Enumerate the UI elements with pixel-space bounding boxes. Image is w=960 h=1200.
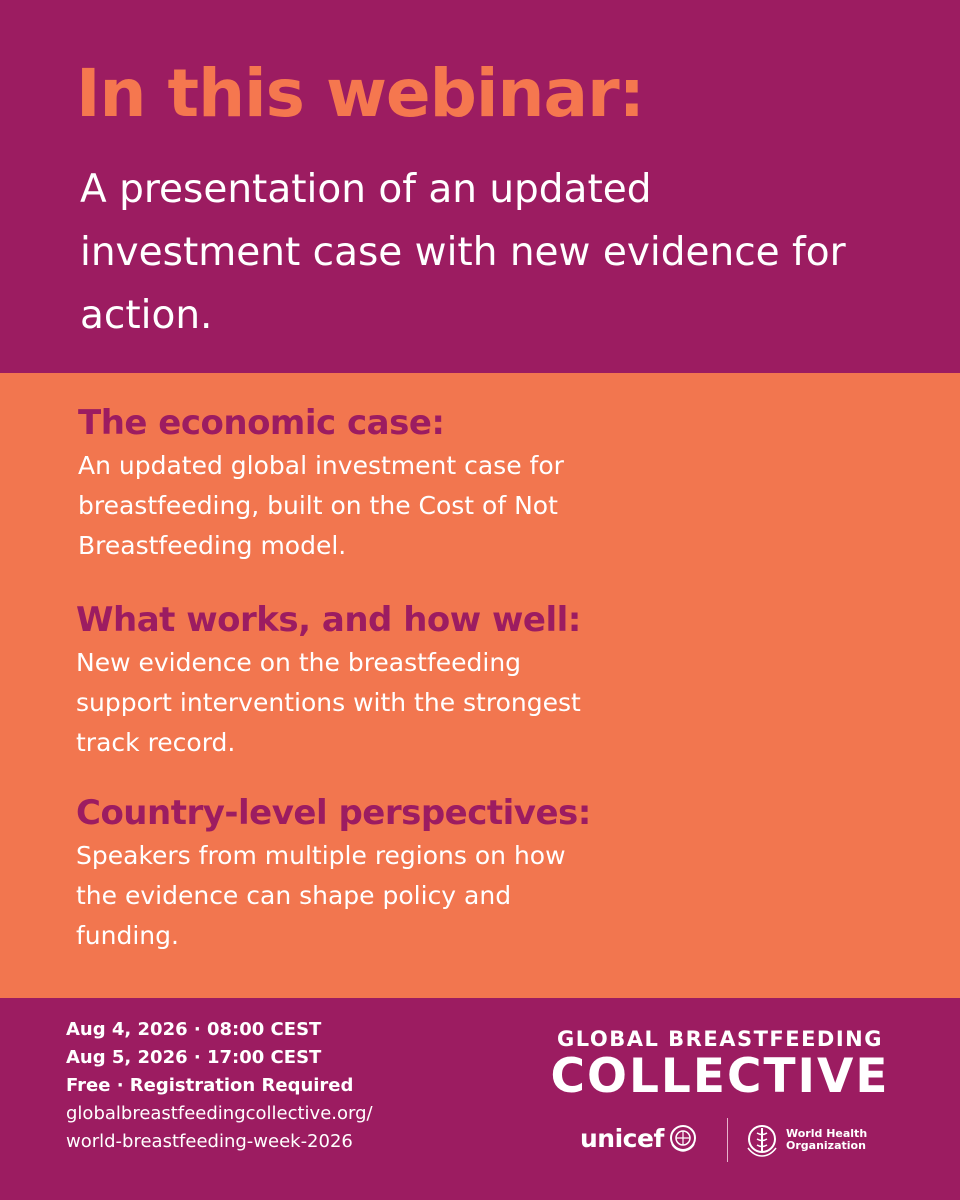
section-economic-case xyxy=(78,400,898,566)
section-country-perspectives xyxy=(76,790,896,956)
who-name-line-2: Organization xyxy=(786,1139,866,1152)
event-date-1: Aug 4, 2026 · 08:00 CEST xyxy=(66,1019,322,1040)
section-title: What works, and how well: xyxy=(76,600,581,640)
intro-text: A presentation of an updated investment case with new evidence for action. xyxy=(80,167,846,338)
collective-logo xyxy=(540,1026,900,1104)
page-title: In this webinar: xyxy=(76,55,645,132)
registration-link-line-2[interactable]: world-breastfeeding-week-2026 xyxy=(66,1131,353,1152)
unicef-emblem-icon xyxy=(667,1122,699,1154)
who-emblem-icon xyxy=(742,1120,782,1160)
partner-logos xyxy=(562,1118,892,1164)
section-body: An updated global investment case for breastfeeding, built on the Cost of Not Breastfeeding model. xyxy=(78,451,564,560)
who-logo xyxy=(742,1120,867,1160)
who-wordmark xyxy=(786,1128,867,1152)
unicef-logo xyxy=(580,1122,699,1154)
logo-line-2: COLLECTIVE xyxy=(550,1049,890,1104)
event-date-2: Aug 5, 2026 · 17:00 CEST xyxy=(66,1047,322,1068)
section-body: New evidence on the breastfeeding support interventions with the strongest track record. xyxy=(76,648,581,757)
header-panel xyxy=(0,0,960,373)
who-name-line-1: World Health xyxy=(786,1127,868,1140)
logo-line-1: GLOBAL BREASTFEEDING xyxy=(557,1027,883,1051)
section-title: Country-level perspectives: xyxy=(76,793,591,833)
logo-divider xyxy=(727,1118,728,1162)
unicef-wordmark: unicef xyxy=(580,1123,664,1153)
registration-link-line-1[interactable]: globalbreastfeedingcollective.org/ xyxy=(66,1103,373,1124)
event-details xyxy=(66,1016,373,1156)
section-title: The economic case: xyxy=(78,403,445,443)
section-what-works xyxy=(76,597,896,763)
section-body: Speakers from multiple regions on how the evidence can shape policy and funding. xyxy=(76,841,566,950)
registration-note: Free · Registration Required xyxy=(66,1075,354,1096)
